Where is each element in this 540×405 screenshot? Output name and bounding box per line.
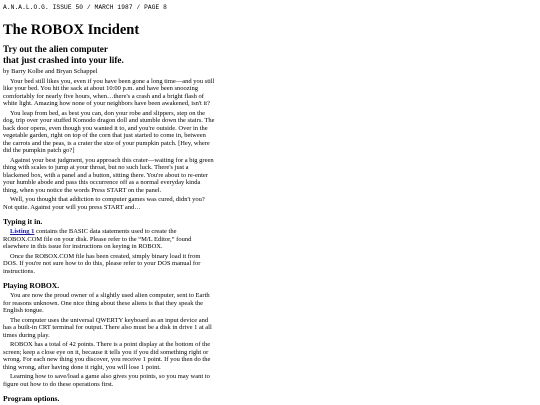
article-subtitle xyxy=(3,44,215,66)
playing-paragraph: ROBOX has a total of 42 points. There is a point display at the bottom of the screen; keep a close eye on it, because it tells you if you did something right or wrong. For each new thing you discover, you receive 1 point. If you then do the thing wrong, after having done it right, you will lose 1 point. xyxy=(3,341,211,371)
intro-paragraph: Against your best judgment, you approach this crater—waiting for a big green thing with scales to jump at your throat, but no such luck. There's just a blackened box, with a panel and a button, sitting there. You're about to re-enter your humble abode and pass this occurrence off as a normal everyday kinda thing, when you notice the words Press START on the panel. xyxy=(3,156,214,194)
article-title: The ROBOX Incident xyxy=(3,22,140,38)
article-column xyxy=(3,22,215,405)
subtitle-line-1: Try out the alien computer xyxy=(3,44,108,54)
playing-paragraph: The computer uses the universal QWERTY keyboard as an input device and has a built-in CRT terminal for output. There also must be a disk in drive 1 at all times during play. xyxy=(3,316,212,339)
playing-paragraph: Learning how to save/load a game also gives you points, so you may want to figure out how to do these operations first. xyxy=(3,373,210,388)
subtitle-line-2: that just crashed into your life. xyxy=(3,55,124,65)
byline: by Barry Kolbe and Bryan Schappel xyxy=(3,68,98,75)
playing-paragraph: You are now the proud owner of a slightly used alien computer, sent to Earth for reasons unknown. One nice thing about these aliens is that they speak the English tongue. xyxy=(3,292,210,315)
typing-paragraph-1-text: contains the BASIC data statements used to create the ROBOX.COM file on your disk. Please refer to the “M/L Editor,” found elsewhere in this issue for instructions on keying in ROBOX. xyxy=(3,228,192,251)
section-heading-playing: Playing ROBOX. xyxy=(3,281,60,291)
issue-header: A.N.A.L.O.G. ISSUE 50 / MARCH 1987 / PAGE 8 xyxy=(3,4,167,11)
intro-paragraph: You leap from bed, as best you can, don your robe and slippers, step on the dog, trip over your stuffed Komodo dragon doll and stumble down the stairs. The back door opens, even though you wanted it to, and you're outside. Over in the vegetable garden, right on top of the corn that just started to come in, between the carrots and the peas, is a crater the size of your pumpkin patch. [Hey, where did the pumpkin patch go?] xyxy=(3,109,215,155)
section-heading-typing: Typing it in. xyxy=(3,217,43,227)
intro-paragraph: Your bed still likes you, even if you have been gone a long time—and you still like your bed. You hit the sack at about 10:00 p.m. and have been snoozing comfortably for nearly five hours, when…there's a crash and a bright flash of white light. Amazing how none of your neighbors have been awakened, isn't it? xyxy=(3,77,215,108)
listing-1-link[interactable]: Listing 1 xyxy=(10,228,35,236)
intro-paragraph: Well, you thought that addiction to computer games was cured, didn't you? Not quite. Against your will you press START and… xyxy=(3,196,205,211)
section-heading-options: Program options. xyxy=(3,394,60,404)
typing-paragraph-2: Once the ROBOX.COM file has been created, simply binary load it from DOS. If you're not sure how to do this, please refer to your DOS manual for instructions. xyxy=(3,252,201,275)
typing-paragraph-1 xyxy=(3,228,215,251)
